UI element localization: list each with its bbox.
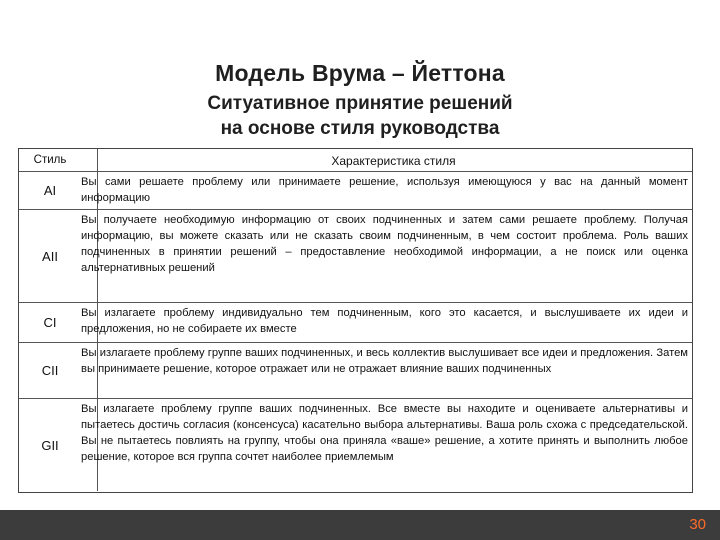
slide-title: Модель Врума – Йеттона [215,60,505,86]
row-description-ai: Вы сами решаете проблему или принимаете решение, используя имеющуюся у вас на данный момент информацию [81,176,688,204]
style-table [18,148,693,493]
row-description-aii: Вы получаете необходимую информацию от своих подчиненных и затем сами решаете проблему. Получая информацию, вы можете сказать или не сказать своим подчиненным, в чем состоит проблема. Роль ваших подчиненных в принятии решений – предоставление необходимой информации, а не поиск или оценка альтернативных решений [81,214,688,274]
row-description-ci: Вы излагаете проблему индивидуально тем подчиненным, кого это касается, и выслушиваете их идеи и предложения, но не собираете их вместе [81,307,688,335]
header-description: Характеристика стиля [331,154,456,168]
slide-subtitle-line1: Ситуативное принятие решений [207,93,513,114]
column-divider [97,149,98,171]
header-style: Стиль [33,154,67,166]
row-description-gii: Вы излагаете проблему группе ваших подчиненных. Все вместе вы находите и оцениваете альтернативы и пытаетесь достичь согласия (консенсуса) касательно выбора альтернативы. Ваша роль схожа с председательской. Вы не пытаетесь повлиять на группу, чтобы она приняла «ваше» решение, а хотите принять и выполнить любое решение, которое вся группа сочтет наиболее приемлемым [81,403,688,463]
table-row [19,398,692,491]
footer-bar [0,510,720,540]
row-style-ci: CI [43,315,57,330]
row-style-aii: AII [42,248,58,264]
row-description-cii: Вы излагаете проблему группе ваших подчиненных, и весь коллектив выслушивает все идеи и предложения. Затем вы принимаете решение, которое отражает или не отражает влияние ваших подчиненных [81,347,688,375]
page-number: 30 [689,516,706,533]
table-row [19,302,692,342]
table-row [19,209,692,302]
table-row [19,342,692,398]
table-row [19,171,692,209]
table-header-row [19,149,692,171]
row-style-gii: GII [41,437,59,453]
row-style-cii: CII [41,363,59,378]
slide-subtitle-line2: на основе стиля руководства [220,118,500,139]
row-style-ai: AI [43,183,57,198]
